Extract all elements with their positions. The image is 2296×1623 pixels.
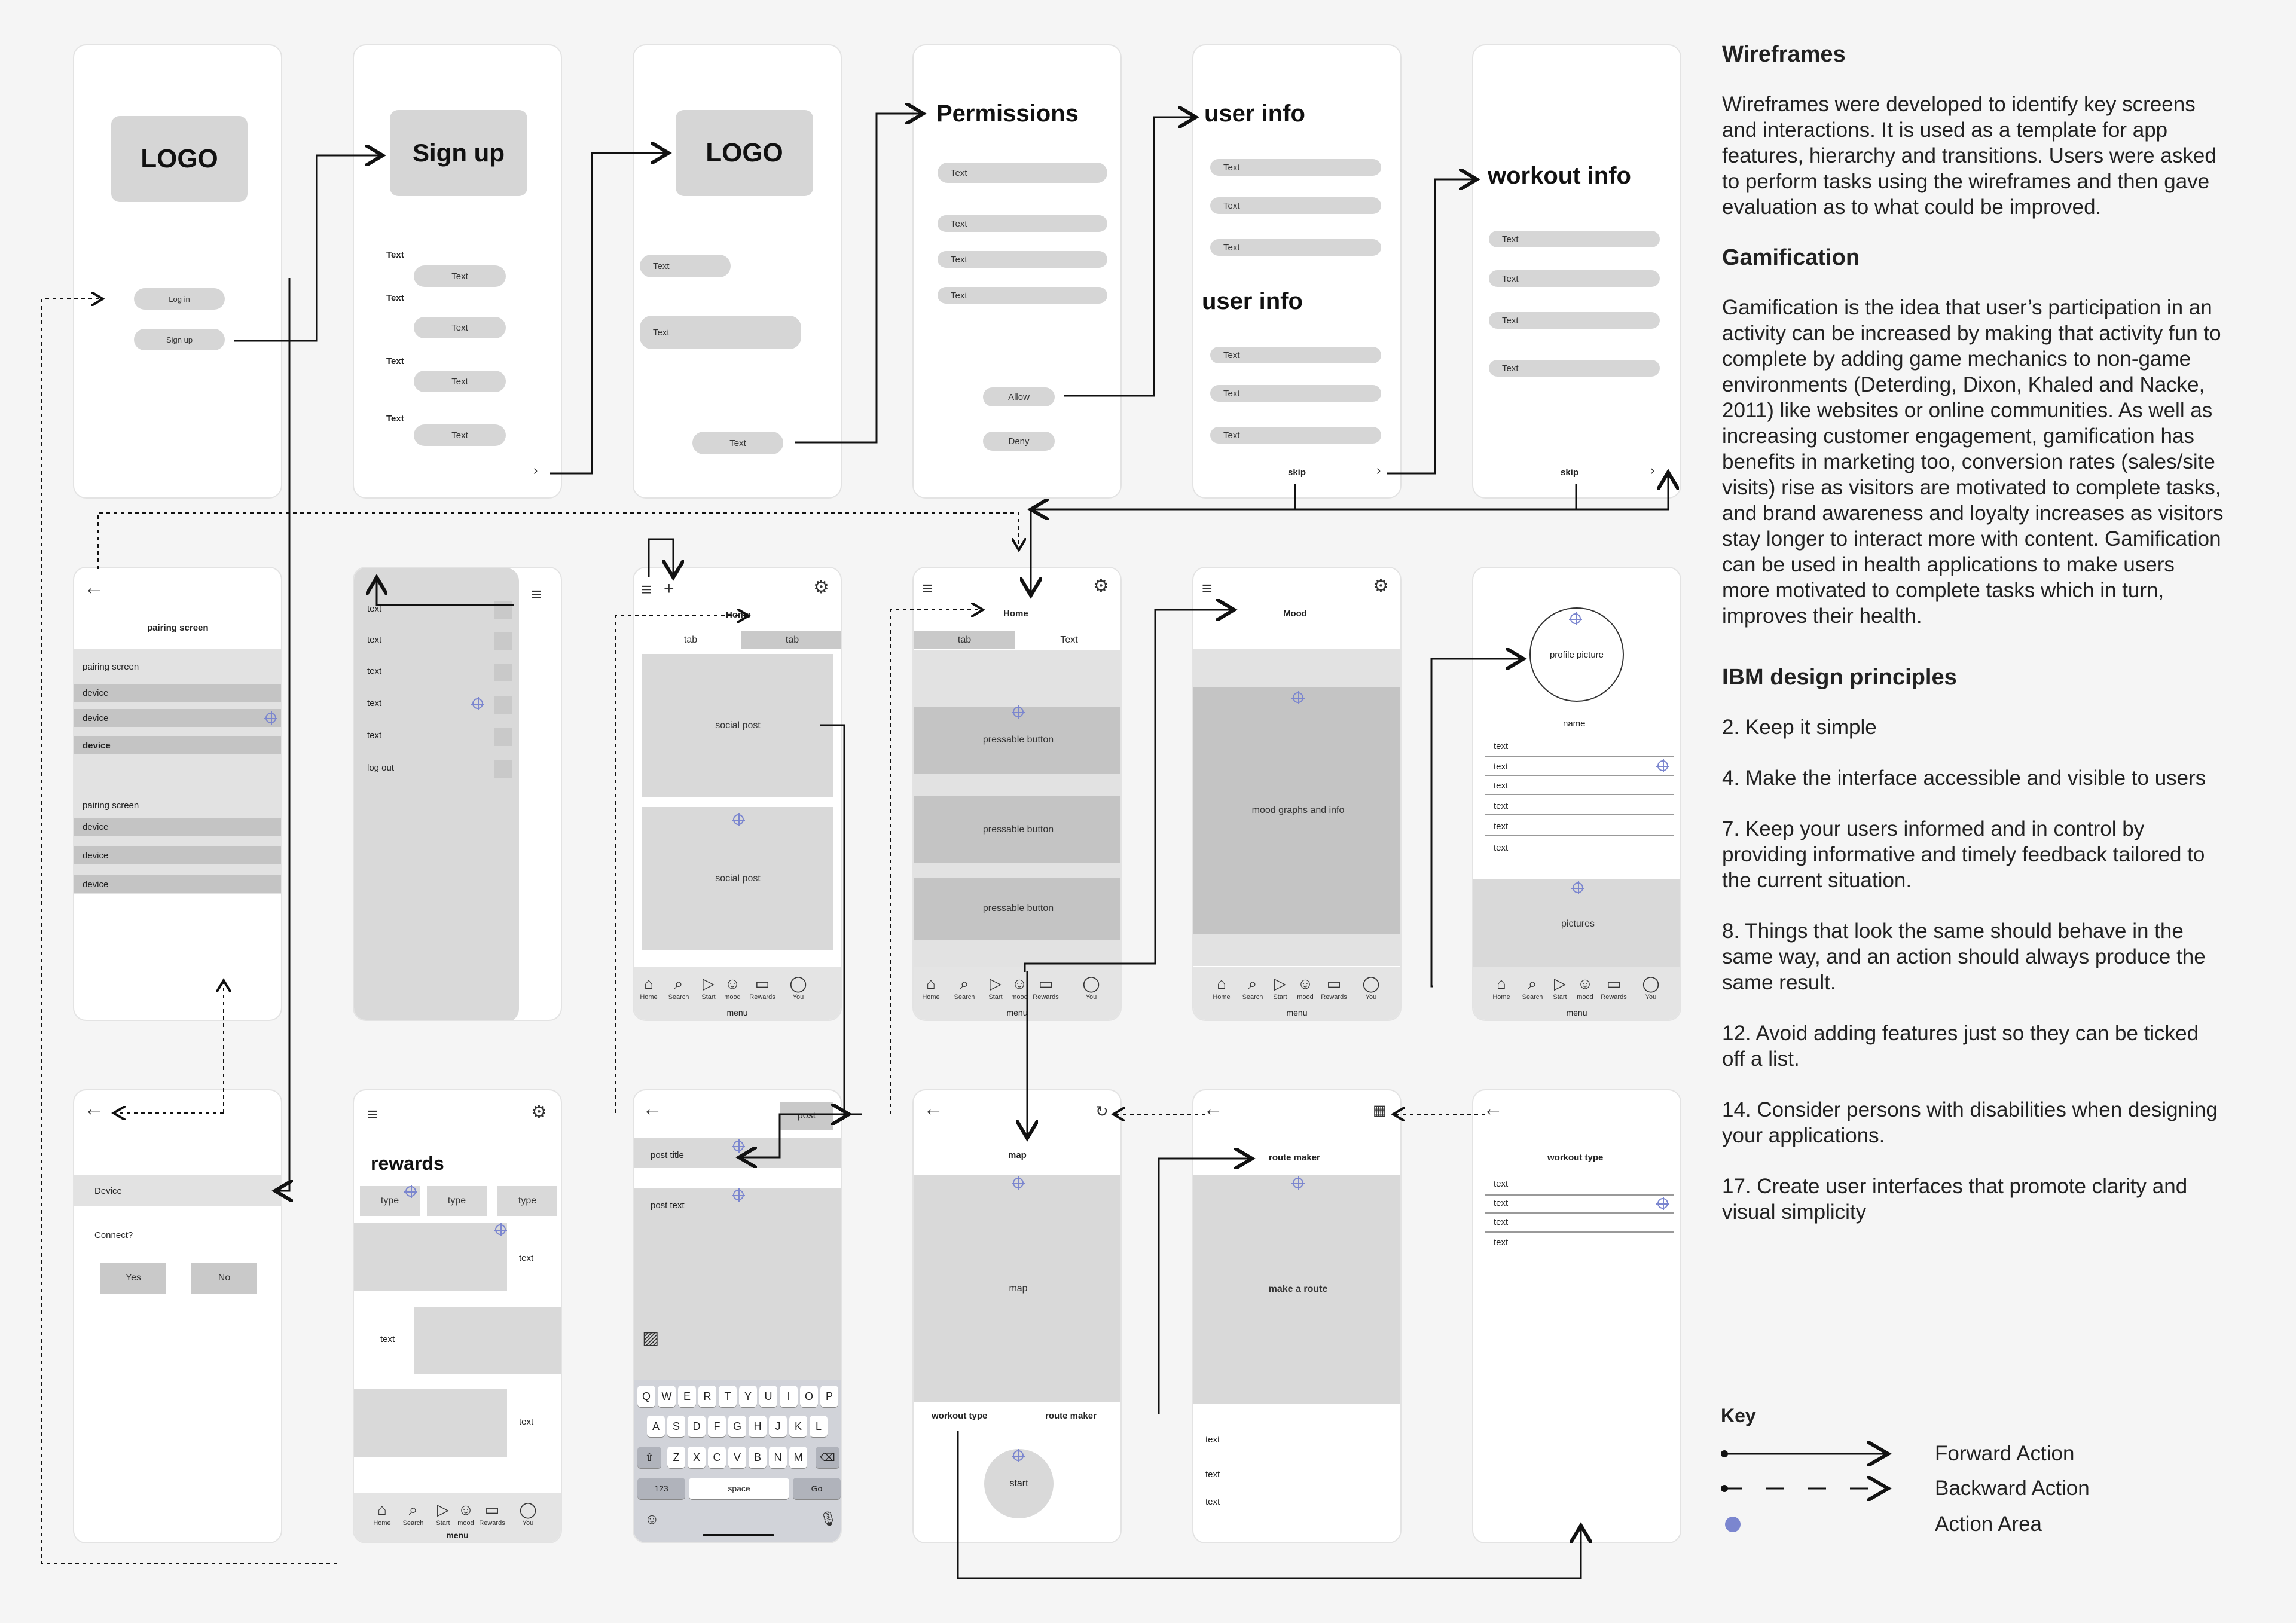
keyboard-key[interactable]: M xyxy=(789,1447,807,1468)
keyboard-key[interactable]: P xyxy=(820,1386,838,1407)
nav-mood[interactable]: ☺ mood xyxy=(1570,973,1600,1001)
keyboard-key[interactable]: U xyxy=(759,1386,777,1407)
skip-link[interactable]: skip xyxy=(1561,467,1579,478)
info-item[interactable]: Text xyxy=(1210,197,1381,214)
keyboard-key[interactable]: T xyxy=(719,1386,737,1407)
principle: 14. Consider persons with disabilities when designing your applications. xyxy=(1722,1098,2218,1147)
forward-connector xyxy=(958,1431,1581,1578)
nav-search[interactable]: ⌕ Search xyxy=(664,973,694,1001)
workout-item[interactable]: Text xyxy=(1489,360,1660,377)
chevron-right-icon[interactable]: › xyxy=(533,463,538,478)
menu-item[interactable]: text xyxy=(367,698,382,708)
route-text: text xyxy=(1205,1435,1220,1445)
reward-text: text xyxy=(519,1417,534,1427)
back-arrow-icon[interactable]: ← xyxy=(1483,1098,1503,1120)
chevron-right-icon[interactable]: › xyxy=(1650,463,1655,478)
avatar-icon: ◯ xyxy=(1082,974,1100,992)
microphone-icon[interactable]: 🎙 xyxy=(819,1511,838,1527)
nav-start[interactable]: ▷ Start xyxy=(981,973,1010,1001)
hamburger-icon[interactable]: ≡ xyxy=(531,585,542,604)
qr-code-icon[interactable]: ▦ xyxy=(1373,1102,1387,1118)
keyboard-key[interactable]: X xyxy=(688,1447,706,1468)
search-icon: ⌕ xyxy=(408,1500,418,1518)
home-icon: ⌂ xyxy=(1497,974,1506,992)
section-label: pairing screen xyxy=(83,661,139,672)
back-arrow-icon[interactable]: ← xyxy=(923,1098,944,1120)
info-item[interactable]: Text xyxy=(1210,239,1381,256)
gear-icon[interactable]: ⚙ xyxy=(1373,576,1389,596)
chevron-right-icon[interactable]: › xyxy=(1376,463,1381,478)
keyboard-key[interactable]: D xyxy=(688,1416,706,1437)
keyboard-key[interactable]: N xyxy=(769,1447,787,1468)
notes-panel xyxy=(1722,42,2224,1250)
key-forward-label: Forward Action xyxy=(1935,1442,2075,1465)
forward-connector xyxy=(649,539,673,577)
go-key[interactable]: Go xyxy=(793,1478,841,1499)
post-text-label: post text xyxy=(651,1200,685,1211)
shift-key[interactable]: ⇧ xyxy=(637,1447,661,1468)
nav-menu-label: menu xyxy=(1286,1008,1308,1017)
keyboard-key[interactable]: Q xyxy=(637,1386,655,1407)
menu-item[interactable]: text xyxy=(367,635,382,645)
key-backward-label: Backward Action xyxy=(1935,1477,2090,1500)
backspace-key[interactable]: ⌫ xyxy=(816,1447,839,1468)
nav-home[interactable]: ⌂ Home xyxy=(634,973,664,1001)
forward-connector xyxy=(1431,659,1523,986)
back-arrow-icon[interactable]: ← xyxy=(1203,1098,1223,1120)
keyboard-key[interactable]: E xyxy=(678,1386,696,1407)
start-button[interactable]: start xyxy=(984,1449,1054,1518)
logo: LOGO xyxy=(676,110,813,196)
keyboard-key[interactable]: L xyxy=(810,1416,828,1437)
profile-row[interactable]: text xyxy=(1494,781,1509,791)
nav-you[interactable]: ◯ You xyxy=(783,973,813,1001)
nav-rewards[interactable]: ▭ Rewards xyxy=(477,1499,507,1527)
permissions-title: Permissions xyxy=(936,100,1079,127)
field-label: Text xyxy=(386,414,404,424)
home-icon: ⌂ xyxy=(926,974,936,992)
hamburger-icon[interactable]: ≡ xyxy=(641,580,652,600)
route-text: text xyxy=(1205,1469,1220,1480)
wallet-icon: ▭ xyxy=(755,974,770,992)
wallet-icon: ▭ xyxy=(1326,974,1342,992)
field-label: Text xyxy=(386,293,404,303)
avatar-icon: ◯ xyxy=(519,1500,537,1518)
backward-connector xyxy=(891,610,983,1114)
map-title: map xyxy=(1008,1150,1027,1160)
mood-graphs: mood graphs and info xyxy=(1193,687,1402,934)
profile-row[interactable]: text xyxy=(1494,821,1509,832)
play-icon: ▷ xyxy=(703,974,715,992)
principle: 8. Things that look the same should behave in the same way, and an action should always produce the same result. xyxy=(1722,919,2206,994)
space-key[interactable]: space xyxy=(689,1478,789,1499)
keyboard-key[interactable]: Z xyxy=(667,1447,685,1468)
permission-item[interactable]: Text xyxy=(938,251,1107,268)
backward-connector xyxy=(42,299,337,1564)
nav-rewards[interactable]: ▭ Rewards xyxy=(747,973,777,1001)
info-item[interactable]: Text xyxy=(1210,347,1381,363)
nav-start[interactable]: ▷ Start xyxy=(428,1499,458,1527)
keyboard-key[interactable]: W xyxy=(658,1386,676,1407)
workout-type-row[interactable]: text xyxy=(1494,1237,1509,1248)
forward-connector xyxy=(377,577,514,605)
pressable-button[interactable]: pressable button xyxy=(914,707,1122,774)
keyboard-key[interactable]: R xyxy=(698,1386,716,1407)
home-title: Home xyxy=(726,610,751,620)
tab-2[interactable]: tab xyxy=(741,631,842,649)
text-field[interactable]: Text xyxy=(640,316,801,349)
play-icon: ▷ xyxy=(1274,974,1286,992)
profile-picture[interactable]: profile picture xyxy=(1529,607,1624,702)
keyboard-key[interactable]: Y xyxy=(739,1386,757,1407)
back-arrow-icon[interactable]: ← xyxy=(84,576,104,599)
workout-item[interactable]: Text xyxy=(1489,312,1660,329)
wallet-icon: ▭ xyxy=(1606,974,1622,992)
keyboard-key[interactable]: F xyxy=(708,1416,726,1437)
text-field[interactable]: Text xyxy=(640,255,731,277)
map-view[interactable]: map xyxy=(914,1175,1122,1402)
nav-search[interactable]: ⌕ Search xyxy=(1238,973,1268,1001)
field-label: Text xyxy=(386,250,404,260)
nav-home[interactable]: ⌂ Home xyxy=(1207,973,1236,1001)
profile-row[interactable]: text xyxy=(1494,762,1509,772)
yes-button[interactable]: Yes xyxy=(100,1263,166,1294)
backward-connector xyxy=(616,616,749,1113)
key-action-area-label: Action Area xyxy=(1935,1512,2042,1536)
tab[interactable]: tab xyxy=(914,631,1015,649)
route-text: text xyxy=(1205,1497,1220,1507)
keyboard-key[interactable]: J xyxy=(769,1416,787,1437)
workout-item[interactable]: Text xyxy=(1489,270,1660,287)
forward-connector xyxy=(1025,610,1234,972)
avatar-icon: ◯ xyxy=(1362,974,1380,992)
nav-rewards[interactable]: ▭ Rewards xyxy=(1319,973,1349,1001)
forward-connector xyxy=(1159,1159,1252,1414)
search-icon: ⌕ xyxy=(674,974,683,992)
gear-icon[interactable]: ⚙ xyxy=(813,577,829,597)
profile-name: name xyxy=(1563,719,1586,729)
nav-mood[interactable]: ☺ mood xyxy=(1290,973,1320,1001)
section-label: pairing screen xyxy=(83,800,139,811)
profile-row[interactable]: text xyxy=(1494,741,1509,751)
pictures-panel[interactable]: pictures xyxy=(1473,879,1681,970)
field-input[interactable]: Text xyxy=(414,317,506,338)
workout-type-title: workout type xyxy=(1547,1153,1604,1163)
nav-mood[interactable]: ☺ mood xyxy=(718,973,747,1001)
avatar-icon: ◯ xyxy=(789,974,807,992)
nav-search[interactable]: ⌕ Search xyxy=(949,973,979,1001)
gear-icon[interactable]: ⚙ xyxy=(531,1102,547,1122)
workout-item[interactable]: Text xyxy=(1489,231,1660,247)
continue-button[interactable]: Text xyxy=(692,432,783,454)
field-label: Text xyxy=(386,356,404,366)
nav-mood[interactable]: ☺ mood xyxy=(451,1499,481,1527)
keyboard-key[interactable]: I xyxy=(780,1386,798,1407)
forward-connector xyxy=(1064,117,1196,396)
play-icon: ▷ xyxy=(1554,974,1566,992)
smiley-icon: ☺ xyxy=(457,1500,474,1518)
nav-you[interactable]: ◯ You xyxy=(513,1499,543,1527)
reward-text: text xyxy=(380,1334,395,1344)
keyboard-key[interactable]: G xyxy=(728,1416,746,1437)
deny-button[interactable]: Deny xyxy=(983,432,1055,451)
avatar-icon: ◯ xyxy=(1642,974,1660,992)
search-icon: ⌕ xyxy=(1248,974,1257,992)
device-row[interactable]: device xyxy=(74,818,281,836)
info-item[interactable]: Text xyxy=(1210,159,1381,176)
post-button[interactable]: post xyxy=(780,1102,833,1130)
home-icon: ⌂ xyxy=(1217,974,1226,992)
device-row[interactable]: device xyxy=(74,736,281,754)
keyboard-key[interactable]: S xyxy=(667,1416,685,1437)
nav-start[interactable]: ▷ Start xyxy=(694,973,723,1001)
make-route-area[interactable]: make a route xyxy=(1193,1175,1402,1404)
nav-rewards[interactable]: ▭ Rewards xyxy=(1031,973,1061,1001)
numbers-key[interactable]: 123 xyxy=(637,1478,685,1499)
gamification-text: Gamification is the idea that user’s participation in an activity can be increased by making that activity fun to complete by adding game mechanics to non-game environments (Deterding, Dixon, Khaled and Nacke, 2011) like websites or online communities. As well as increasing customer engagement, gamification has benefits in marketing too, conversion rates (sales/site visits) rise as visitors are motivated to complete tasks, and brand awareness and loyalty increases as visitors stay longer to interact more with content. Gamification can be used in health applications to make users more motivated to complete tasks which in turn, improves their health. xyxy=(1722,296,2224,628)
back-arrow-icon[interactable]: ← xyxy=(84,1098,104,1120)
keyboard-key[interactable]: O xyxy=(800,1386,818,1407)
nav-search[interactable]: ⌕ Search xyxy=(398,1499,428,1527)
type-filter[interactable]: type xyxy=(497,1186,557,1216)
nav-menu-label: menu xyxy=(726,1008,748,1017)
logo: LOGO xyxy=(111,116,248,202)
device-row[interactable]: Device xyxy=(74,1175,281,1206)
allow-button[interactable]: Allow xyxy=(983,387,1055,406)
search-icon: ⌕ xyxy=(960,974,969,992)
workout-type-row[interactable]: text xyxy=(1494,1198,1509,1208)
principle: 12. Avoid adding features just so they can be ticked off a list. xyxy=(1722,1022,2199,1071)
nav-menu-label: menu xyxy=(1006,1008,1028,1017)
gear-icon[interactable]: ⚙ xyxy=(1093,576,1109,596)
principle: 2. Keep it simple xyxy=(1722,716,1877,739)
nav-you[interactable]: ◯ You xyxy=(1356,973,1386,1001)
type-filter[interactable]: type xyxy=(360,1186,420,1216)
refresh-icon[interactable]: ↻ xyxy=(1095,1102,1109,1120)
forward-connector xyxy=(1387,179,1477,473)
field-input[interactable]: Text xyxy=(414,371,506,392)
nav-menu-label: menu xyxy=(1566,1008,1587,1017)
wireframes-text: Wireframes were developed to identify key screens and interactions. It is used as a template for app features, hierarchy and transitions. Users were asked to perform tasks using the wireframes and then gave evaluation as to what could be improved. xyxy=(1722,93,2216,219)
workout-type-link[interactable]: workout type xyxy=(932,1411,988,1421)
field-input[interactable]: Text xyxy=(414,265,506,287)
keyboard-key[interactable]: C xyxy=(708,1447,726,1468)
info-item[interactable]: Text xyxy=(1210,385,1381,402)
profile-row[interactable]: text xyxy=(1494,843,1509,853)
no-button[interactable]: No xyxy=(191,1263,257,1294)
logout-item[interactable]: log out xyxy=(367,763,395,773)
post-title-label: post title xyxy=(651,1150,684,1160)
wireframes-heading: Wireframes xyxy=(1722,42,1846,67)
social-post[interactable]: social post xyxy=(642,654,833,797)
profile-row[interactable]: text xyxy=(1494,801,1509,811)
device-row[interactable]: device xyxy=(74,684,281,702)
emoji-icon[interactable]: ☺ xyxy=(645,1511,660,1527)
keyboard-key[interactable]: K xyxy=(789,1416,807,1437)
forward-connector xyxy=(550,153,668,473)
tab-text[interactable]: Text xyxy=(1015,631,1122,649)
principle: 4. Make the interface accessible and visible to users xyxy=(1722,766,2206,790)
forward-connector xyxy=(795,114,923,442)
nav-rewards[interactable]: ▭ Rewards xyxy=(1599,973,1629,1001)
nav-mood[interactable]: ☺ mood xyxy=(1004,973,1034,1001)
gamification-heading: Gamification xyxy=(1722,245,1860,270)
smiley-icon: ☺ xyxy=(1011,974,1028,992)
hamburger-icon[interactable]: ≡ xyxy=(922,579,933,598)
device-row[interactable]: device xyxy=(74,846,281,864)
mood-title: Mood xyxy=(1283,609,1307,619)
rewards-title: rewards xyxy=(371,1153,444,1174)
menu-item[interactable]: text xyxy=(367,666,382,676)
user-info-title: user info xyxy=(1204,100,1305,127)
keyboard-key[interactable]: B xyxy=(749,1447,767,1468)
login-button[interactable]: Log in xyxy=(134,288,225,310)
nav-search[interactable]: ⌕ Search xyxy=(1518,973,1547,1001)
forward-connector xyxy=(820,725,849,1114)
user-info-title-2: user info xyxy=(1202,288,1303,314)
nav-home[interactable]: ⌂ Home xyxy=(916,973,946,1001)
device-row[interactable]: device xyxy=(74,875,281,893)
pressable-button[interactable]: pressable button xyxy=(914,878,1122,940)
permission-item[interactable]: Text xyxy=(938,287,1107,304)
pairing-title: pairing screen xyxy=(147,623,209,633)
workout-type-row[interactable]: text xyxy=(1494,1179,1509,1189)
home-icon: ⌂ xyxy=(644,974,654,992)
forward-connector xyxy=(1576,472,1668,509)
forward-connector xyxy=(275,278,289,1191)
nav-start[interactable]: ▷ Start xyxy=(1545,973,1575,1001)
hamburger-icon[interactable]: ≡ xyxy=(367,1105,378,1124)
route-maker-link[interactable]: route maker xyxy=(1045,1411,1097,1421)
skip-link[interactable]: skip xyxy=(1288,467,1306,478)
smiley-icon: ☺ xyxy=(1577,974,1593,992)
backward-connector xyxy=(98,513,1019,569)
permission-item[interactable]: Text xyxy=(938,215,1107,232)
nav-menu-label: menu xyxy=(446,1530,469,1540)
menu-item[interactable]: text xyxy=(367,730,382,741)
route-maker-title: route maker xyxy=(1269,1153,1320,1163)
device-row[interactable]: device xyxy=(74,709,281,727)
wallet-icon: ▭ xyxy=(484,1500,500,1518)
nav-home[interactable]: ⌂ Home xyxy=(1486,973,1516,1001)
forward-connector xyxy=(739,1114,862,1157)
nav-you[interactable]: ◯ You xyxy=(1076,973,1106,1001)
workout-info-title: workout info xyxy=(1488,163,1631,189)
keyboard-key[interactable]: A xyxy=(647,1416,665,1437)
workout-type-row[interactable]: text xyxy=(1494,1217,1509,1227)
key-legend xyxy=(1721,1441,1900,1536)
social-post[interactable]: social post xyxy=(642,807,833,950)
smiley-icon: ☺ xyxy=(1297,974,1314,992)
play-icon: ▷ xyxy=(437,1500,449,1518)
ibm-heading: IBM design principles xyxy=(1722,665,1957,690)
principle: 17. Create user interfaces that promote clarity and visual simplicity xyxy=(1722,1175,2188,1224)
keyboard-key[interactable]: V xyxy=(728,1447,746,1468)
search-icon: ⌕ xyxy=(1528,974,1537,992)
keyboard-key[interactable]: H xyxy=(749,1416,767,1437)
nav-home[interactable]: ⌂ Home xyxy=(367,1499,397,1527)
field-input[interactable]: Text xyxy=(414,424,506,446)
principle: 7. Keep your users informed and in control by providing informative and timely feedback tailored to the current situation. xyxy=(1722,817,2205,892)
reward-text: text xyxy=(519,1253,534,1263)
nav-you[interactable]: ◯ You xyxy=(1636,973,1666,1001)
plus-icon[interactable]: + xyxy=(664,579,674,598)
tab-1[interactable]: tab xyxy=(640,631,741,649)
connect-prompt: Connect? xyxy=(94,1230,133,1240)
info-item[interactable]: Text xyxy=(1210,427,1381,444)
key-heading: Key xyxy=(1721,1405,1756,1426)
hamburger-icon[interactable]: ≡ xyxy=(1202,579,1213,598)
menu-item[interactable]: text xyxy=(367,604,382,614)
signup-button[interactable]: Sign up xyxy=(134,329,225,350)
forward-connector xyxy=(234,155,383,341)
back-arrow-icon[interactable]: ← xyxy=(642,1098,662,1120)
signup-title: Sign up xyxy=(390,110,527,196)
pressable-button[interactable]: pressable button xyxy=(914,796,1122,863)
type-filter[interactable]: type xyxy=(427,1186,487,1216)
wallet-icon: ▭ xyxy=(1038,974,1054,992)
forward-connector xyxy=(1031,484,1295,595)
home-title: Home xyxy=(1003,609,1028,619)
home-icon: ⌂ xyxy=(377,1500,387,1518)
nav-start[interactable]: ▷ Start xyxy=(1265,973,1295,1001)
permission-item[interactable]: Text xyxy=(938,163,1107,183)
smiley-icon: ☺ xyxy=(724,974,741,992)
play-icon: ▷ xyxy=(990,974,1002,992)
image-icon[interactable]: ▨ xyxy=(642,1328,660,1348)
